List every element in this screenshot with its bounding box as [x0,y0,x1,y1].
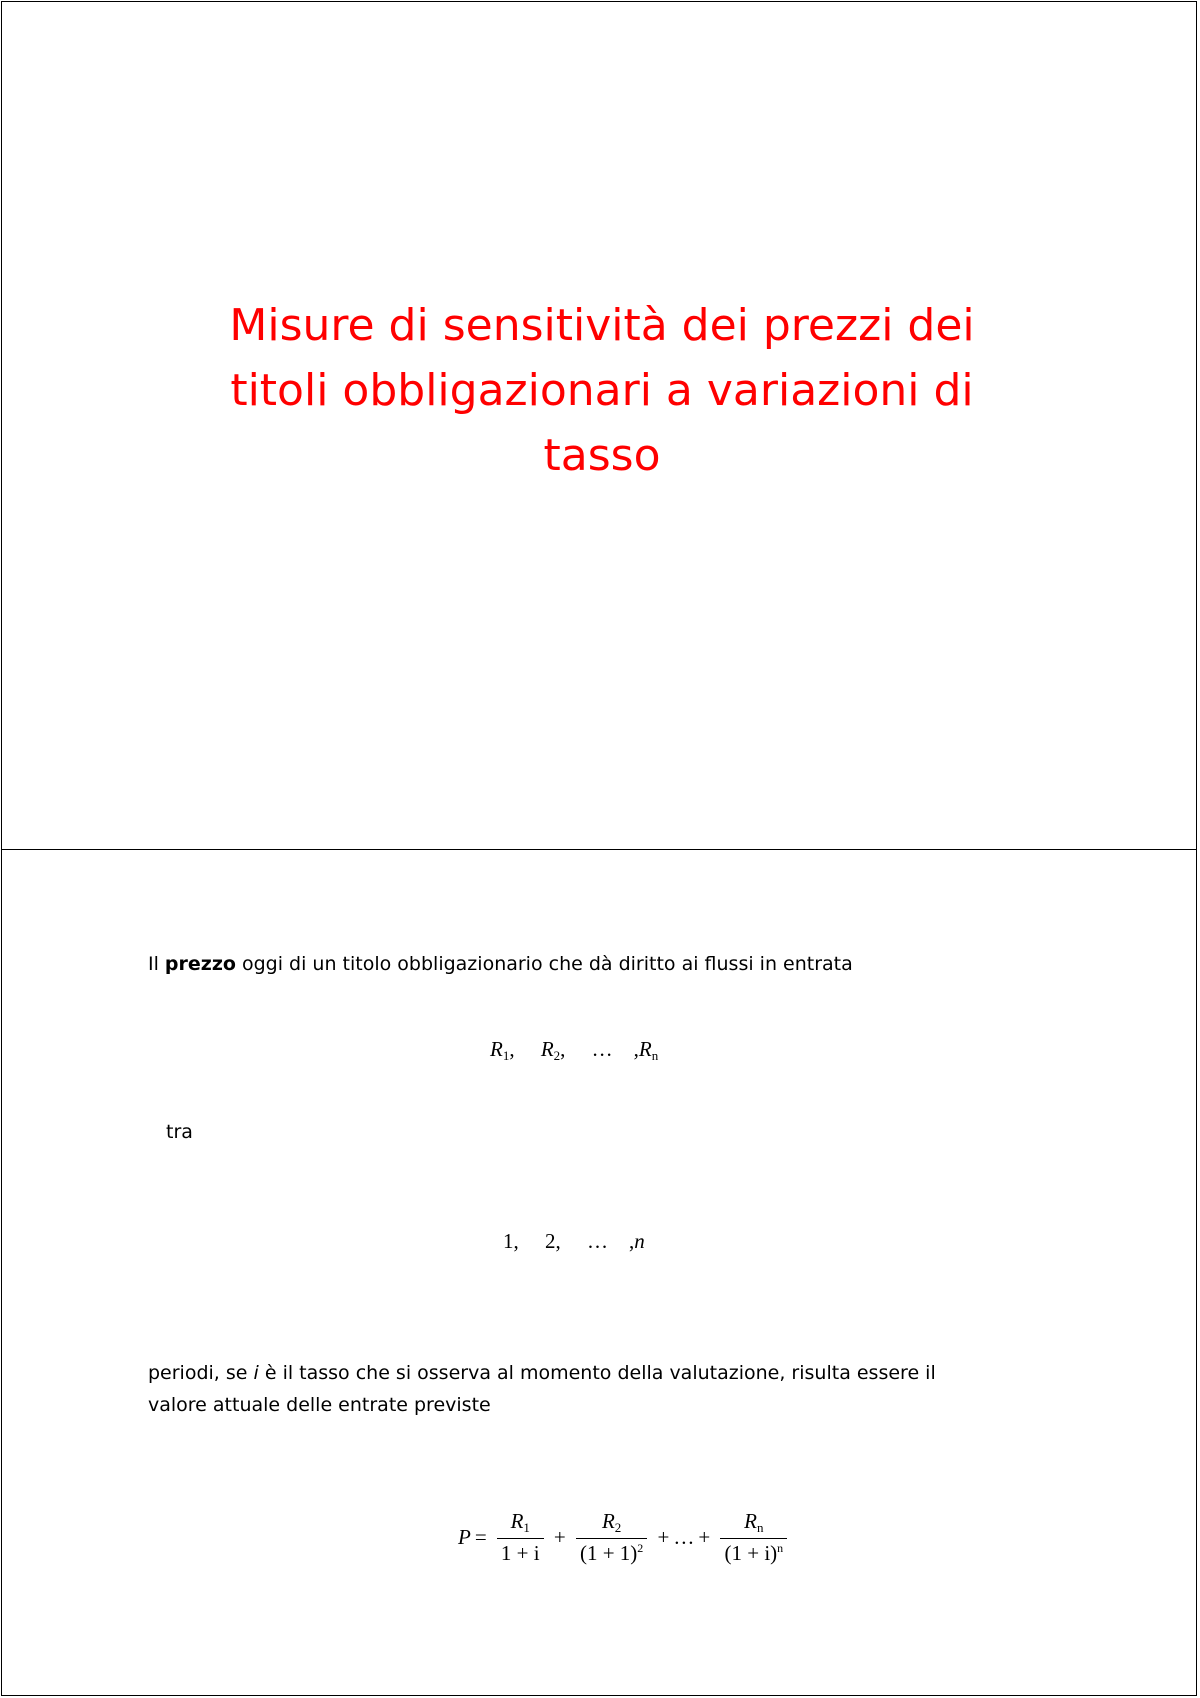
period-sequence: 1, 2, … ,n [503,1229,645,1253]
fraction-term-1: $\frac{R_1}{1 + i}$ [497,1509,544,1566]
price-formula: P = $\frac{R_1}{1 + i}$ + $\frac{R_2}{(1 + 1)^2}$ + … + $\frac{R_n}{(1 + i)^n}$ [456,1509,790,1566]
bold-term-prezzo: prezzo [164,953,236,975]
fraction-term-2: $\frac{R_2}{(1 + 1)^2}$ [576,1509,647,1566]
cash-flow-sequence: $R_1$, $R_2$, … $,R_n$ [490,1037,659,1063]
valuation-paragraph: periodi, se i è il tasso che si osserva al momento della valutazione, risulta essere il valore attuale delle entrate previste [148,1362,936,1416]
fraction-term-n: $\frac{R_n}{(1 + i)^n}$ [720,1509,787,1566]
word-tra: tra [166,1121,193,1143]
slide-title [202,293,1002,488]
slide-price-definition [1,849,1197,1696]
title-line-3: tasso [543,430,661,481]
intro-sentence: Il prezzo oggi di un titolo obbligazionario che dà diritto ai flussi in entrata [148,953,853,975]
title-line-1: Misure di sensitività dei prezzi dei [229,300,975,351]
slide-title-page [1,1,1197,850]
title-line-2: titoli obbligazionari a variazioni di [230,365,974,416]
